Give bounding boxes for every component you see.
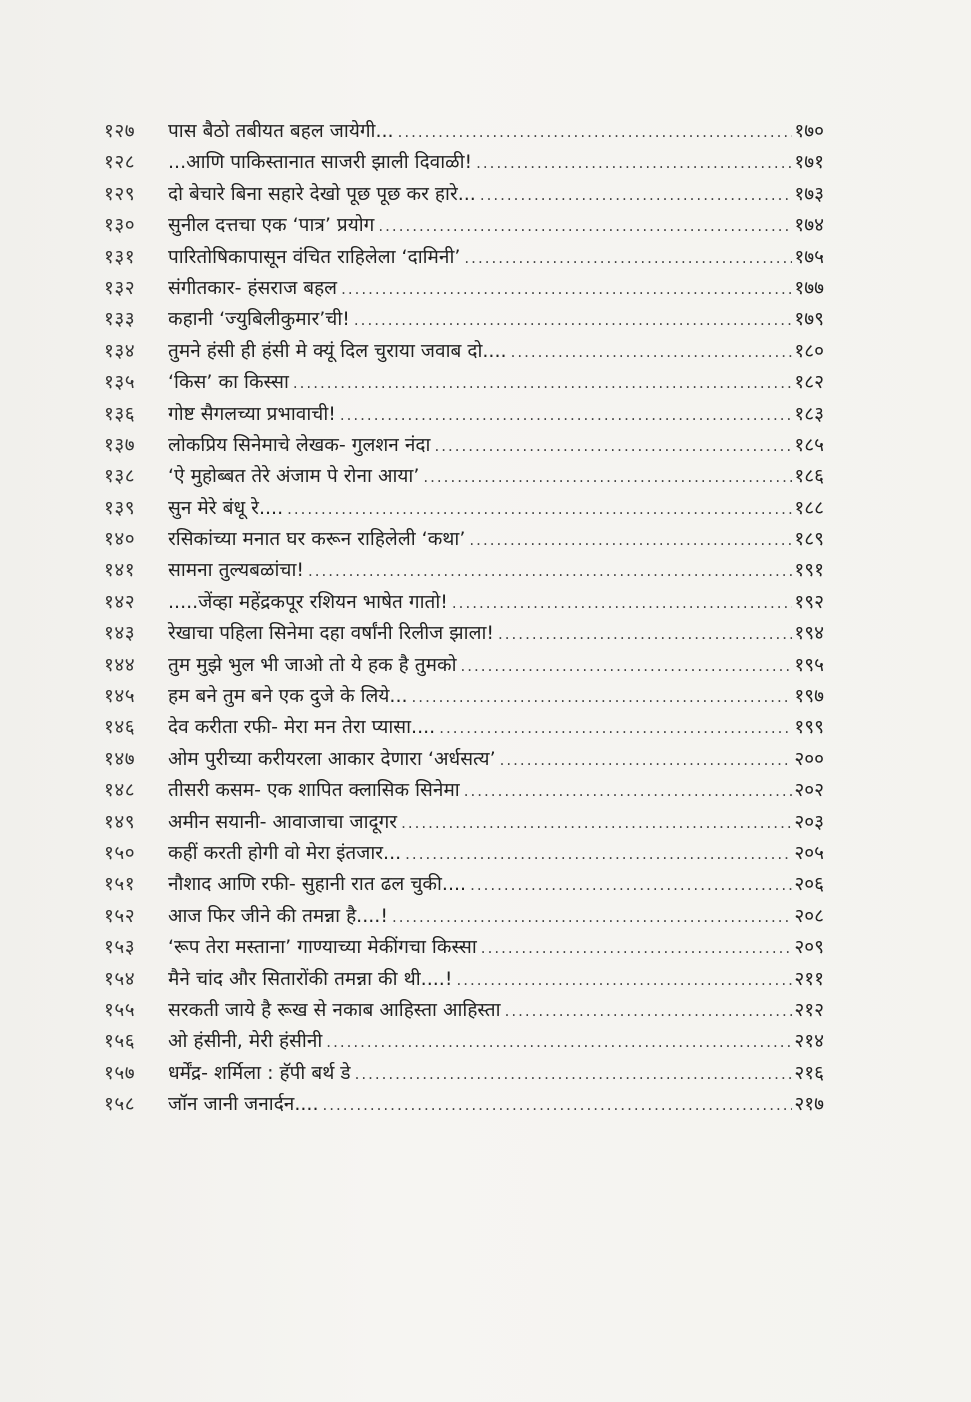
page-number: १९४: [794, 622, 824, 645]
dot-leader: [461, 651, 793, 682]
page-number: १९९: [794, 716, 824, 739]
chapter-number: १५२: [104, 904, 136, 927]
dot-leader: [434, 431, 792, 462]
page-number: १८३: [794, 402, 824, 425]
dot-leader: [469, 525, 792, 556]
chapter-title: लोकप्रिय सिनेमाचे लेखक- गुलशन नंदा: [168, 433, 431, 456]
toc-entry: [104, 681, 824, 712]
page-number: १७०: [794, 120, 824, 142]
toc-entry: [104, 461, 824, 492]
chapter-number: १३४: [104, 339, 136, 362]
toc-entry: [104, 367, 824, 398]
chapter-number: १३७: [104, 433, 136, 456]
dot-leader: [341, 274, 792, 305]
dot-leader: [456, 965, 792, 996]
chapter-number: १५८: [104, 1093, 136, 1116]
chapter-title: ‘रूप तेरा मस्ताना’ गाण्याच्या मेकींगचा किस्सा: [168, 936, 477, 959]
page-number: २१६: [794, 1061, 824, 1084]
toc-entry: [104, 712, 824, 743]
chapter-title: सरकती जाये है रूख से नकाब आहिस्ता आहिस्ता: [168, 998, 501, 1021]
dot-leader: [326, 1027, 792, 1058]
dot-leader: [480, 180, 793, 211]
chapter-number: १३८: [104, 465, 136, 488]
toc-entry: [104, 869, 824, 900]
chapter-number: १३६: [104, 402, 136, 425]
page-number: १९५: [794, 653, 824, 676]
chapter-title: तीसरी कसम- एक शापित क्लासिक सिनेमा: [168, 779, 460, 802]
page-number: २१४: [794, 1030, 824, 1053]
chapter-title: ‘ऐ मुहोब्बत तेरे अंजाम पे रोना आया’: [168, 465, 420, 488]
chapter-number: १४०: [104, 528, 136, 551]
dot-leader: [398, 117, 793, 148]
dot-leader: [423, 462, 792, 493]
chapter-title: कहानी ‘ज्युबिलीकुमार’ची!: [168, 308, 350, 331]
chapter-title: तुम मुझे भुल भी जाओ तो ये हक है तुमको: [168, 653, 457, 676]
page-number: १९२: [794, 590, 824, 613]
page-number: २१२: [794, 998, 824, 1021]
page-number: १७४: [794, 214, 824, 237]
page-number: १८९: [794, 528, 824, 551]
page-number: १७७: [794, 276, 824, 299]
dot-leader: [464, 243, 792, 274]
chapter-number: १३२: [104, 276, 136, 299]
page-number: १७३: [794, 182, 824, 205]
page-number: २००: [794, 747, 824, 770]
page-number: २०६: [794, 873, 824, 896]
chapter-number: १५३: [104, 936, 136, 959]
chapter-title: ‘किस’ का किस्सा: [168, 371, 289, 394]
chapter-title: ओम पुरीच्या करीयरला आकार देणारा ‘अर्धसत्य’: [168, 747, 496, 770]
chapter-title: गोष्ट सैगलच्या प्रभावाची!: [168, 402, 336, 425]
chapter-title: हम बने तुम बने एक दुजे के लिये...: [168, 685, 408, 708]
toc-entry: [104, 336, 824, 367]
dot-leader: [378, 211, 792, 242]
chapter-number: १४१: [104, 559, 136, 582]
page-number: १७५: [794, 245, 824, 268]
dot-leader: [470, 870, 792, 901]
page-number: १७१: [794, 151, 824, 174]
chapter-number: १४७: [104, 747, 136, 770]
dot-leader: [401, 808, 792, 839]
chapter-number: १४९: [104, 810, 136, 833]
chapter-number: १५६: [104, 1030, 136, 1053]
toc-entry: [104, 901, 824, 932]
dot-leader: [287, 494, 792, 525]
page-number: २१७: [794, 1093, 824, 1116]
chapter-number: १५०: [104, 841, 136, 864]
toc-entry: [104, 775, 824, 806]
chapter-number: १२७: [104, 120, 136, 142]
dot-leader: [498, 619, 792, 650]
chapter-title: सुन मेरे बंधू रे....: [168, 496, 284, 519]
chapter-title: पास बैठो तबीयत बहल जायेगी...: [168, 120, 394, 142]
chapter-number: १४२: [104, 590, 136, 613]
page-number: १९७: [794, 685, 824, 708]
chapter-title: आज फिर जीने की तमन्ना है....!: [168, 904, 388, 927]
page-number: १९१: [794, 559, 824, 582]
toc-entry: [104, 304, 824, 335]
toc-entry: [104, 1089, 824, 1120]
chapter-title: ...आणि पाकिस्तानात साजरी झाली दिवाळी!: [168, 151, 473, 174]
toc-entry: [104, 807, 824, 838]
chapter-number: १४८: [104, 779, 136, 802]
page-number: १८२: [794, 371, 824, 394]
chapter-number: १५४: [104, 967, 136, 990]
toc-entry: [104, 1026, 824, 1057]
toc-entry: [104, 430, 824, 461]
chapter-number: १२८: [104, 151, 136, 174]
chapter-title: रसिकांच्या मनात घर करून राहिलेली ‘कथा’: [168, 528, 466, 551]
chapter-number: १५५: [104, 998, 136, 1021]
dot-leader: [476, 148, 792, 179]
page-number: १७९: [794, 308, 824, 331]
chapter-title: संगीतकार- हंसराज बहल: [168, 276, 338, 299]
chapter-title: .....जेंव्हा महेंद्रकपूर रशियन भाषेत गातो!: [168, 590, 448, 613]
chapter-number: १४६: [104, 716, 136, 739]
dot-leader: [355, 1059, 793, 1090]
toc-entry: [104, 210, 824, 241]
page-number: १८६: [794, 465, 824, 488]
dot-leader: [293, 368, 792, 399]
toc-entry: [104, 932, 824, 963]
dot-leader: [511, 337, 793, 368]
chapter-title: दो बेचारे बिना सहारे देखो पूछ पूछ कर हारे...: [168, 182, 476, 205]
toc-entry: [104, 618, 824, 649]
chapter-number: १३५: [104, 371, 136, 394]
toc-entry: [104, 524, 824, 555]
toc-entry: [104, 273, 824, 304]
dot-leader: [323, 1090, 793, 1121]
dot-leader: [308, 556, 792, 587]
page-number: २११: [794, 967, 824, 990]
toc-entry: [104, 147, 824, 178]
toc-entry: [104, 838, 824, 869]
chapter-title: रेखाचा पहिला सिनेमा दहा वर्षांनी रिलीज झाला!: [168, 622, 494, 645]
page-number: १८८: [794, 496, 824, 519]
dot-leader: [500, 745, 793, 776]
chapter-number: १४४: [104, 653, 136, 676]
toc-entry: [104, 555, 824, 586]
chapter-title: जॉन जानी जनार्दन....: [168, 1093, 319, 1116]
table-of-contents: [104, 116, 824, 1121]
page-number: २०९: [794, 936, 824, 959]
chapter-title: सामना तुल्यबळांचा!: [168, 559, 304, 582]
chapter-title: नौशाद आणि रफी- सुहानी रात ढल चुकी....: [168, 873, 467, 896]
toc-entry: [104, 399, 824, 430]
dot-leader: [481, 933, 793, 964]
toc-entry: [104, 493, 824, 524]
chapter-number: १४३: [104, 622, 136, 645]
toc-entry: [104, 1058, 824, 1089]
chapter-number: १३०: [104, 214, 136, 237]
chapter-number: १३१: [104, 245, 136, 268]
dot-leader: [439, 713, 792, 744]
toc-entry: [104, 964, 824, 995]
chapter-title: सुनील दत्तचा एक ‘पात्र’ प्रयोग: [168, 214, 375, 237]
chapter-number: १२९: [104, 182, 136, 205]
chapter-title: पारितोषिकापासून वंचित राहिलेला ‘दामिनी’: [168, 245, 461, 268]
chapter-number: १४५: [104, 685, 136, 708]
dot-leader: [405, 839, 792, 870]
toc-entry: [104, 744, 824, 775]
dot-leader: [452, 588, 792, 619]
toc-entry: [104, 587, 824, 618]
page-number: १८५: [794, 433, 824, 456]
chapter-title: मैने चांद और सितारोंकी तमन्ना की थी....!: [168, 967, 453, 990]
chapter-title: कहीं करती होगी वो मेरा इंतजार...: [168, 841, 402, 864]
page-number: १८०: [794, 339, 824, 362]
page-number: २०२: [794, 779, 824, 802]
chapter-title: ओ हंसीनी, मेरी हंसीनी: [168, 1030, 323, 1053]
toc-entry: [104, 179, 824, 210]
dot-leader: [392, 902, 792, 933]
chapter-number: १३३: [104, 308, 136, 331]
page-number: २०३: [794, 810, 824, 833]
dot-leader: [464, 776, 793, 807]
page-number: २०५: [794, 841, 824, 864]
chapter-number: १५७: [104, 1061, 136, 1084]
chapter-title: देव करीता रफी- मेरा मन तेरा प्यासा....: [168, 716, 436, 739]
toc-entry: [104, 650, 824, 681]
chapter-title: तुमने हंसी ही हंसी मे क्यूं दिल चुराया जवाब दो....: [168, 339, 507, 362]
dot-leader: [412, 682, 793, 713]
chapter-title: अमीन सयानी- आवाजाचा जादूगर: [168, 810, 398, 833]
page-number: २०८: [794, 904, 824, 927]
toc-entry: [104, 242, 824, 273]
dot-leader: [354, 305, 792, 336]
toc-entry: [104, 995, 824, 1026]
chapter-title: धर्मेंद्र- शर्मिला : हॅपी बर्थ डे: [168, 1061, 351, 1084]
dot-leader: [505, 996, 793, 1027]
dot-leader: [340, 400, 793, 431]
toc-entry: [104, 116, 824, 147]
chapter-number: १५१: [104, 873, 136, 896]
chapter-number: १३९: [104, 496, 136, 519]
